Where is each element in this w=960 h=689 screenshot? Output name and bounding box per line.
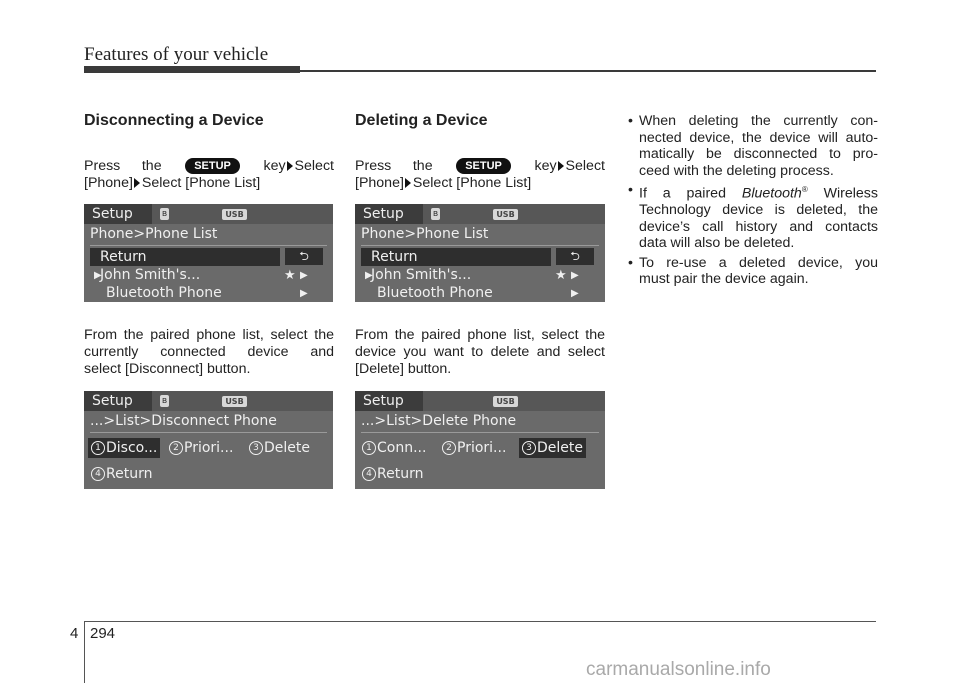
instr-select: Select (294, 158, 334, 174)
notes-list (624, 113, 878, 291)
note-line: ceed with the deleting process. (639, 162, 834, 179)
para-line: [Delete] button. (355, 361, 452, 377)
option-label: Return (106, 466, 153, 482)
note-line: nected device, the device will auto- (639, 129, 878, 146)
note-line: When deleting the currently con- (639, 113, 878, 129)
instr-press: Press the (355, 158, 433, 174)
option-disconnect[interactable] (88, 438, 160, 458)
instruction-delete (355, 158, 605, 192)
para-line: From the paired phone list, select the (355, 327, 605, 343)
note-item (624, 182, 878, 252)
instr-key: key (534, 158, 557, 174)
screen-tab-setup: Setup (84, 204, 152, 224)
setup-screen-phone-list (84, 204, 333, 302)
chevron-right-icon: ▶ (571, 270, 579, 281)
option-label: Priori... (184, 440, 234, 456)
para-line: device you want to delete and select (355, 344, 605, 360)
arrow-right-icon (134, 178, 140, 188)
list-row-bluetooth-phone[interactable]: Bluetooth Phone (106, 285, 222, 301)
instr-key: key (263, 158, 286, 174)
footer-divider (84, 621, 85, 683)
option-label: Disco... (106, 440, 158, 456)
screen-tab-setup: Setup (355, 391, 423, 411)
number-badge: 3 (249, 441, 263, 455)
paragraph-disconnect (84, 327, 334, 378)
setup-screen-disconnect (84, 391, 333, 489)
option-label: Delete (264, 440, 310, 456)
instr-phone: [Phone] (355, 175, 404, 191)
usb-icon: USB (493, 209, 518, 220)
note-text: Wireless (823, 185, 878, 202)
list-row-device[interactable]: John Smith's... (371, 267, 472, 283)
note-line: data will also be deleted. (639, 235, 795, 252)
section-heading-disconnect: Disconnecting a Device (84, 112, 264, 129)
instr-select-list: Select [Phone List] (412, 175, 532, 191)
list-row-return[interactable]: Return (361, 248, 551, 266)
number-badge: 4 (362, 467, 376, 481)
section-heading-delete: Deleting a Device (355, 112, 488, 129)
page-header-title: Features of your vehicle (84, 44, 269, 65)
usb-icon: USB (222, 209, 247, 220)
bluetooth-brand: Bluetooth (741, 185, 802, 202)
usb-icon: USB (493, 396, 518, 407)
screen-breadcrumb: Phone>Phone List (90, 226, 218, 242)
instruction-disconnect (84, 158, 334, 192)
back-arrow-icon[interactable]: ⮌ (556, 248, 594, 265)
bluetooth-icon: ʙ (161, 209, 168, 219)
registered-mark: ® (801, 185, 808, 194)
number-badge: 2 (169, 441, 183, 455)
selection-arrow-icon: ▶ (94, 270, 102, 281)
note-line: matically be disconnected to pro- (639, 146, 878, 162)
number-badge: 1 (91, 441, 105, 455)
list-row-device[interactable]: John Smith's... (100, 267, 201, 283)
chapter-number: 4 (70, 625, 79, 642)
option-label: Return (377, 466, 424, 482)
page-number: 294 (90, 625, 116, 642)
screen-breadcrumb: Phone>Phone List (361, 226, 489, 242)
note-line: To re-use a deleted device, you (639, 254, 878, 271)
screen-breadcrumb: ...>List>Delete Phone (361, 413, 517, 429)
bullet-icon: • (628, 113, 633, 129)
option-label: Conn... (377, 440, 427, 456)
number-badge: 2 (442, 441, 456, 455)
bullet-icon: • (628, 182, 633, 198)
screen-tab-setup: Setup (84, 391, 152, 411)
chevron-right-icon: ▶ (571, 288, 579, 299)
footer-rule (84, 621, 876, 622)
instr-select: Select (565, 158, 605, 174)
screen-divider (361, 245, 599, 246)
watermark: carmanualsonline.info (586, 659, 771, 680)
option-connect[interactable] (359, 438, 429, 458)
star-icon: ★ (284, 268, 296, 283)
option-label: Priori... (457, 440, 507, 456)
option-priority[interactable] (166, 438, 236, 458)
back-arrow-icon[interactable]: ⮌ (285, 248, 323, 265)
option-delete[interactable] (519, 438, 586, 458)
bluetooth-icon: ʙ (432, 209, 439, 219)
chevron-right-icon: ▶ (300, 288, 308, 299)
paragraph-delete (355, 327, 605, 378)
number-badge: 3 (522, 441, 536, 455)
note-item (624, 255, 878, 288)
instr-select-list: Select [Phone List] (141, 175, 261, 191)
arrow-right-icon (558, 161, 564, 171)
note-line: device’s call history and contacts (639, 218, 878, 235)
screen-tab-setup: Setup (355, 204, 423, 224)
option-delete[interactable] (246, 438, 313, 458)
option-return[interactable] (88, 464, 155, 484)
screen-breadcrumb: ...>List>Disconnect Phone (90, 413, 277, 429)
setup-screen-delete (355, 391, 605, 489)
instr-press: Press the (84, 158, 162, 174)
option-priority[interactable] (439, 438, 509, 458)
screen-divider (361, 432, 599, 433)
usb-icon: USB (222, 396, 247, 407)
number-badge: 4 (91, 467, 105, 481)
option-label: Delete (537, 440, 583, 456)
setup-screen-phone-list (355, 204, 605, 302)
bluetooth-icon: ʙ (161, 396, 168, 406)
setup-key-badge: SETUP (185, 158, 240, 174)
number-badge: 1 (362, 441, 376, 455)
para-line: From the paired phone list, select the (84, 327, 334, 343)
option-return[interactable] (359, 464, 426, 484)
bullet-icon: • (628, 254, 633, 271)
screen-divider (90, 245, 327, 246)
instr-phone: [Phone] (84, 175, 133, 191)
note-line: must pair the device again. (639, 271, 809, 288)
para-line: select [Disconnect] button. (84, 361, 251, 377)
header-bar (84, 66, 300, 73)
list-row-return[interactable]: Return (90, 248, 280, 266)
chevron-right-icon: ▶ (300, 270, 308, 281)
arrow-right-icon (405, 178, 411, 188)
list-row-bluetooth-phone[interactable]: Bluetooth Phone (377, 285, 493, 301)
note-item (624, 113, 878, 179)
note-line: Technology device is deleted, the (639, 202, 878, 219)
note-text: If a paired (639, 185, 726, 202)
setup-key-badge: SETUP (456, 158, 511, 174)
screen-divider (90, 432, 327, 433)
star-icon: ★ (555, 268, 567, 283)
header-rule (300, 70, 876, 72)
selection-arrow-icon: ▶ (365, 270, 373, 281)
para-line: currently connected device and (84, 344, 334, 360)
arrow-right-icon (287, 161, 293, 171)
